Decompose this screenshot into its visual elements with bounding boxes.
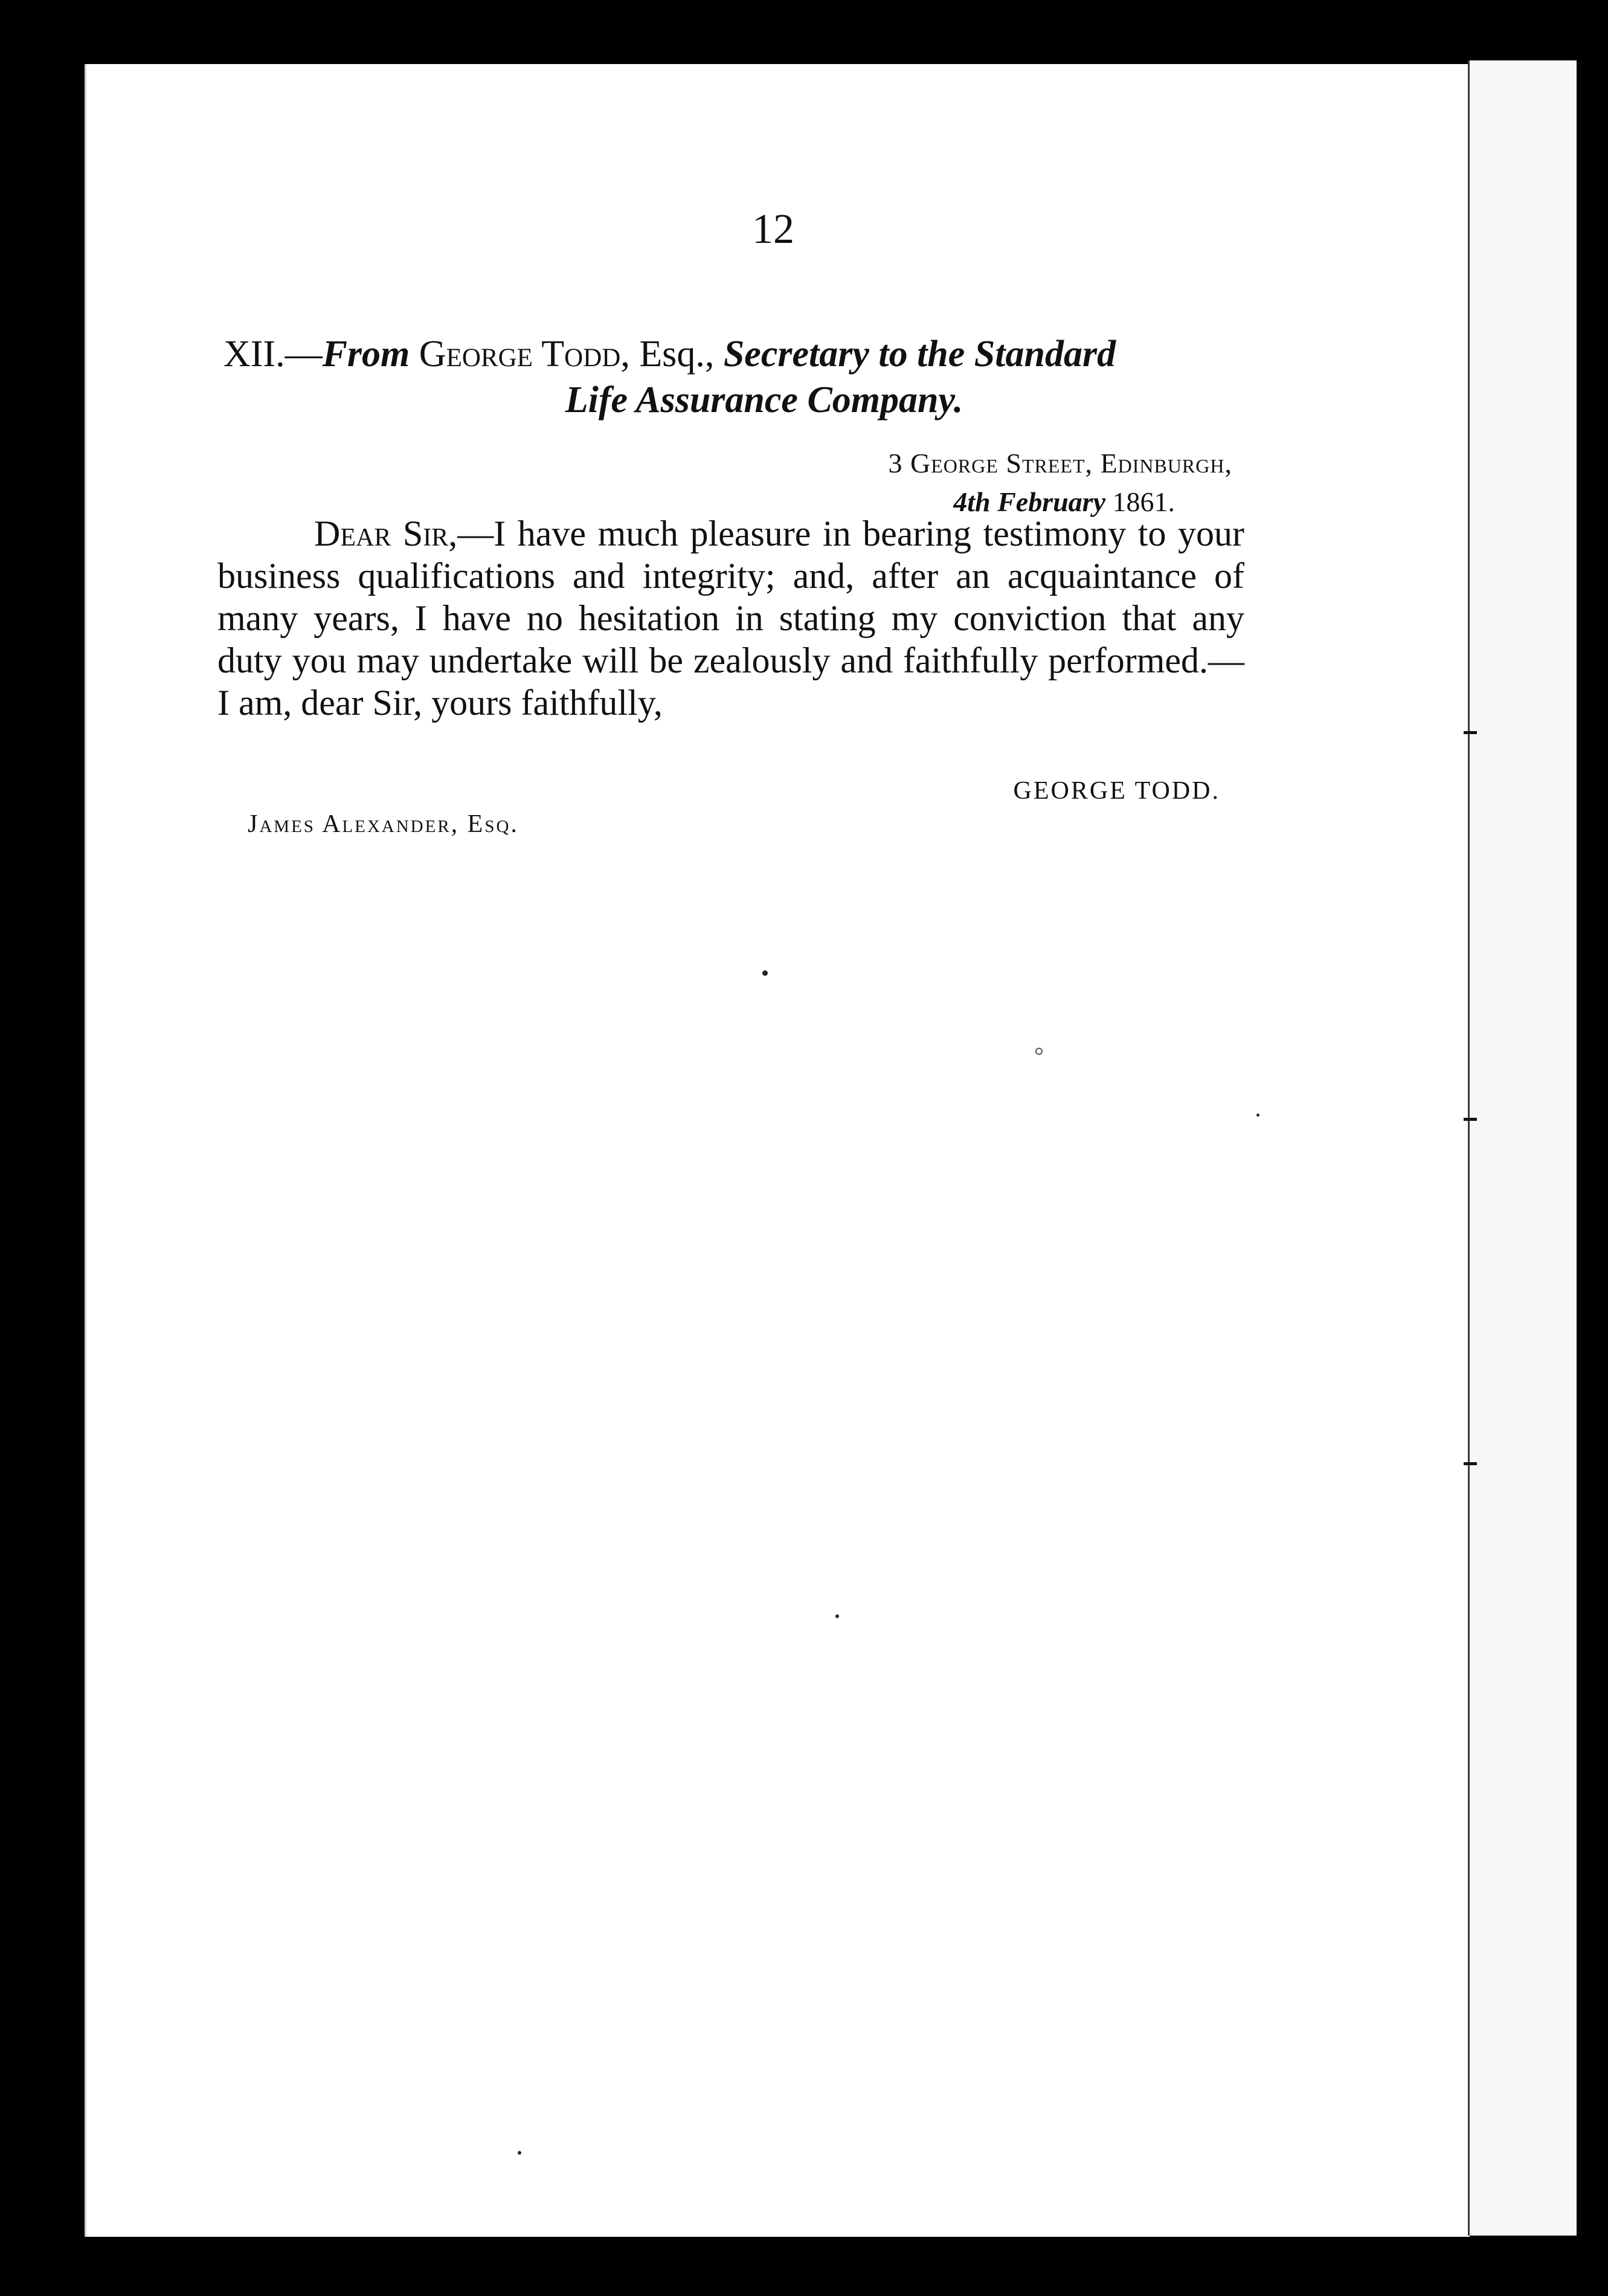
address-year: 1861. (1105, 486, 1175, 517)
letter-body (217, 512, 1244, 724)
page-edge-mark (1464, 1462, 1477, 1465)
address-date-italic: 4th February (953, 486, 1105, 517)
page-edge-mark (1464, 731, 1477, 734)
heading-esq: , Esq., (620, 334, 724, 375)
heading-numeral: XII.— (224, 334, 323, 375)
facing-page-edge (1468, 60, 1578, 2236)
letter-paragraph (217, 512, 1244, 724)
page-number: 12 (752, 206, 794, 253)
letter-body-text: —I have much pleasure in bearing testimony to your business qualifications and integrity; and, after an acquaintance of many years, I have no hesitation in stating my conviction that any duty you may undertake will be zealously and faithfully performed.—I am, dear Sir, yours faithfully, (217, 514, 1245, 723)
letter-addressee: James Alexander, Esq. (248, 810, 519, 838)
scan-speck (1035, 1048, 1043, 1055)
heading-title-part2: Life Assurance Company. (565, 379, 963, 421)
heading-from: From (322, 334, 410, 375)
letter-heading (224, 331, 1250, 423)
scan-speck (518, 2151, 521, 2155)
address-street: 3 George Street, Edinburgh, (888, 448, 1232, 479)
page-edge-mark (1464, 1118, 1477, 1121)
scan-speck (1256, 1114, 1259, 1117)
letter-salutation: Dear Sir, (314, 514, 458, 553)
scan-speck (835, 1614, 839, 1618)
scan-speck (762, 970, 768, 976)
heading-title-part1: Secretary to the Standard (723, 334, 1116, 375)
scan-border-right (1577, 60, 1608, 2236)
heading-name: George Todd (419, 334, 621, 375)
letter-address (737, 444, 1232, 521)
letter-signature: GEORGE TODD. (1013, 777, 1220, 805)
